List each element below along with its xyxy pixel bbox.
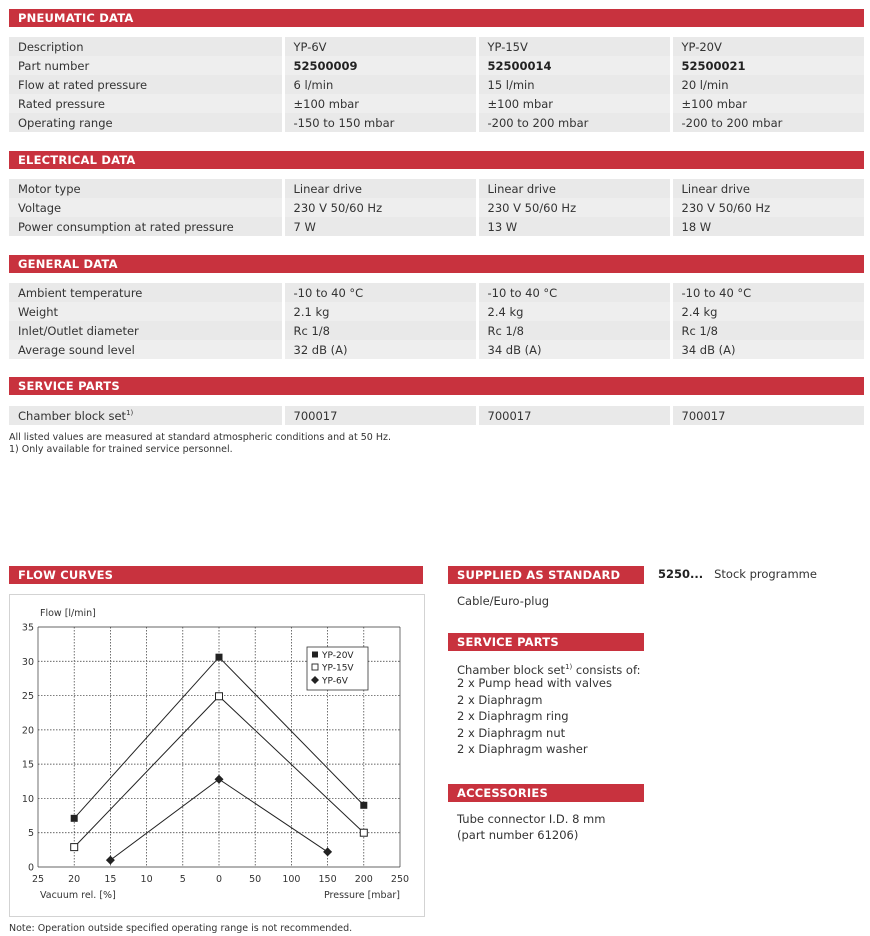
section-header-electrical: ELECTRICAL DATA: [9, 151, 864, 169]
accessories-list: [457, 811, 605, 844]
row-label: Power consumption at rated pressure: [9, 217, 283, 236]
table-row: [9, 321, 864, 340]
table-row: [9, 340, 864, 359]
x-tick-label: 5: [179, 874, 186, 885]
cell: 32 dB (A): [283, 340, 477, 359]
cell: 6 l/min: [283, 75, 477, 94]
cell: Rc 1/8: [671, 321, 864, 340]
cell: 230 V 50/60 Hz: [477, 198, 671, 217]
cell: Rc 1/8: [283, 321, 477, 340]
list-item: (part number 61206): [457, 828, 579, 843]
section-header-accessories: ACCESSORIES: [448, 784, 644, 802]
section-header-general: GENERAL DATA: [9, 255, 864, 273]
section-header-service-right: SERVICE PARTS: [448, 633, 644, 651]
legend-label-yp15v: YP-15V: [322, 663, 354, 674]
row-label: Voltage: [9, 198, 283, 217]
y-tick-label: 35: [21, 622, 34, 634]
chart-legend: [307, 647, 368, 690]
cell: 230 V 50/60 Hz: [671, 198, 864, 217]
intro-suffix: consists of:: [572, 662, 641, 677]
y-tick-label: 25: [21, 691, 34, 703]
row-label: Weight: [9, 302, 283, 321]
operating-range-note: Note: Operation outside specified operating range is not recommended.: [9, 923, 353, 934]
table-row: [9, 56, 864, 75]
flow-curve-chart: [10, 595, 424, 916]
cell: 700017: [671, 406, 864, 425]
x-tick-label: 150: [318, 874, 337, 885]
list-item: 2 x Diaphragm washer: [457, 741, 588, 756]
list-item: 2 x Diaphragm nut: [457, 725, 566, 740]
cell: Linear drive: [671, 179, 864, 198]
row-label: Inlet/Outlet diameter: [9, 321, 283, 340]
flow-curve-chart-frame: [9, 594, 425, 917]
x-tick-label: 20: [68, 874, 81, 885]
x-tick-label: 50: [249, 874, 262, 885]
x-tick-label: 0: [215, 874, 223, 885]
stock-programme-label: Stock programme: [714, 567, 817, 581]
legend-label-yp20v: YP-20V: [322, 651, 354, 661]
y-axis-label: Flow [l/min]: [40, 608, 96, 619]
cell: 34 dB (A): [671, 340, 864, 359]
table-row: [9, 283, 864, 302]
cell: 52500009: [283, 56, 477, 75]
list-item: 2 x Diaphragm ring: [457, 709, 569, 724]
supplied-list: [457, 593, 549, 609]
cell: 20 l/min: [671, 75, 864, 94]
row-label: Part number: [9, 56, 283, 75]
cell: 52500014: [477, 56, 671, 75]
data-point-yp6v: [215, 775, 224, 784]
y-tick-label: 0: [27, 862, 34, 874]
cell: 700017: [283, 406, 477, 425]
data-point-yp15v: [71, 844, 78, 851]
list-item: Tube connector I.D. 8 mm: [457, 812, 606, 826]
data-point-yp6v: [106, 856, 115, 865]
service-footnote: 1) Only available for trained service personnel.: [9, 444, 233, 455]
row-label: Rated pressure: [9, 94, 283, 113]
cell: 7 W: [283, 217, 477, 236]
x-tick-label: 15: [104, 874, 117, 885]
row-label: Description: [9, 37, 283, 56]
measurement-note: All listed values are measured at standard atmospheric conditions and at 50 Hz.: [9, 432, 392, 443]
cell: Linear drive: [283, 179, 477, 198]
data-point-yp20v: [71, 815, 78, 822]
y-tick-label: 10: [21, 793, 34, 805]
list-item: 2 x Pump head with valves: [457, 676, 612, 691]
row-label: Ambient temperature: [9, 283, 283, 302]
list-item: 2 x Diaphragm: [457, 692, 543, 707]
section-header-pneumatic: PNEUMATIC DATA: [9, 9, 864, 27]
cell: -150 to 150 mbar: [283, 113, 477, 132]
cell: 18 W: [671, 217, 864, 236]
y-tick-label: 5: [27, 828, 34, 840]
chamber-block-label: Chamber block set: [18, 408, 127, 423]
cell: -10 to 40 °C: [671, 283, 864, 302]
section-header-supplied: SUPPLIED AS STANDARD: [448, 566, 644, 584]
cell: 52500021: [671, 56, 864, 75]
intro-text: Chamber block set: [457, 662, 566, 677]
table-row: [9, 406, 864, 425]
x-tick-label: 25: [31, 874, 45, 885]
cell: ±100 mbar: [477, 94, 671, 113]
stock-programme-row: [658, 566, 817, 582]
table-row: [9, 217, 864, 236]
cell: Linear drive: [477, 179, 671, 198]
stock-code: 5250...: [658, 567, 704, 581]
service-table: [9, 406, 864, 425]
cell: YP-6V: [283, 37, 477, 56]
cell: YP-15V: [477, 37, 671, 56]
cell: -10 to 40 °C: [283, 283, 477, 302]
table-row: [9, 113, 864, 132]
service-parts-intro: [457, 659, 640, 675]
cell: -200 to 200 mbar: [477, 113, 671, 132]
data-point-yp20v: [360, 802, 367, 809]
legend-marker-yp20v: [312, 652, 318, 658]
section-header-flow-curves: FLOW CURVES: [9, 566, 423, 584]
x-tick-label: 200: [354, 874, 373, 885]
y-tick-label: 30: [21, 656, 34, 668]
cell: 34 dB (A): [477, 340, 671, 359]
cell: 2.4 kg: [477, 302, 671, 321]
x-tick-label: 100: [282, 874, 301, 885]
table-row: [9, 75, 864, 94]
row-label: Flow at rated pressure: [9, 75, 283, 94]
cell: 13 W: [477, 217, 671, 236]
table-row: [9, 37, 864, 56]
row-label: [9, 406, 283, 425]
legend-marker-yp15v: [312, 664, 318, 670]
legend-label-yp6v: YP-6V: [322, 676, 348, 687]
x-tick-label: 250: [390, 874, 410, 885]
cell: 15 l/min: [477, 75, 671, 94]
section-header-service: SERVICE PARTS: [9, 377, 864, 395]
cell: 2.1 kg: [283, 302, 477, 321]
x-axis-label-vacuum: Vacuum rel. [%]: [40, 890, 116, 901]
cell: ±100 mbar: [671, 94, 864, 113]
pneumatic-table: [9, 37, 864, 132]
supplied-item: Cable/Euro-plug: [457, 594, 550, 608]
cell: Rc 1/8: [477, 321, 671, 340]
data-point-yp6v: [323, 847, 332, 856]
cell: 2.4 kg: [671, 302, 864, 321]
row-label: Operating range: [9, 113, 283, 132]
row-label: Average sound level: [9, 340, 283, 359]
table-row: [9, 198, 864, 217]
y-tick-label: 15: [21, 759, 34, 771]
data-point-yp20v: [216, 654, 223, 661]
cell: -200 to 200 mbar: [671, 113, 864, 132]
x-tick-label: 10: [140, 874, 153, 885]
cell: YP-20V: [671, 37, 864, 56]
data-point-yp15v: [216, 693, 223, 700]
x-axis-label-pressure: Pressure [mbar]: [324, 890, 401, 901]
service-parts-list: [457, 659, 640, 757]
table-row: [9, 179, 864, 198]
table-row: [9, 94, 864, 113]
row-label: Motor type: [9, 179, 283, 198]
electrical-table: [9, 179, 864, 236]
cell: -10 to 40 °C: [477, 283, 671, 302]
cell: 230 V 50/60 Hz: [283, 198, 477, 217]
cell: ±100 mbar: [283, 94, 477, 113]
data-point-yp15v: [360, 829, 367, 836]
y-tick-label: 20: [21, 725, 34, 737]
cell: 700017: [477, 406, 671, 425]
footnote-marker: 1): [126, 408, 134, 417]
table-row: [9, 302, 864, 321]
general-table: [9, 283, 864, 359]
footnote-marker: 1): [565, 663, 573, 671]
